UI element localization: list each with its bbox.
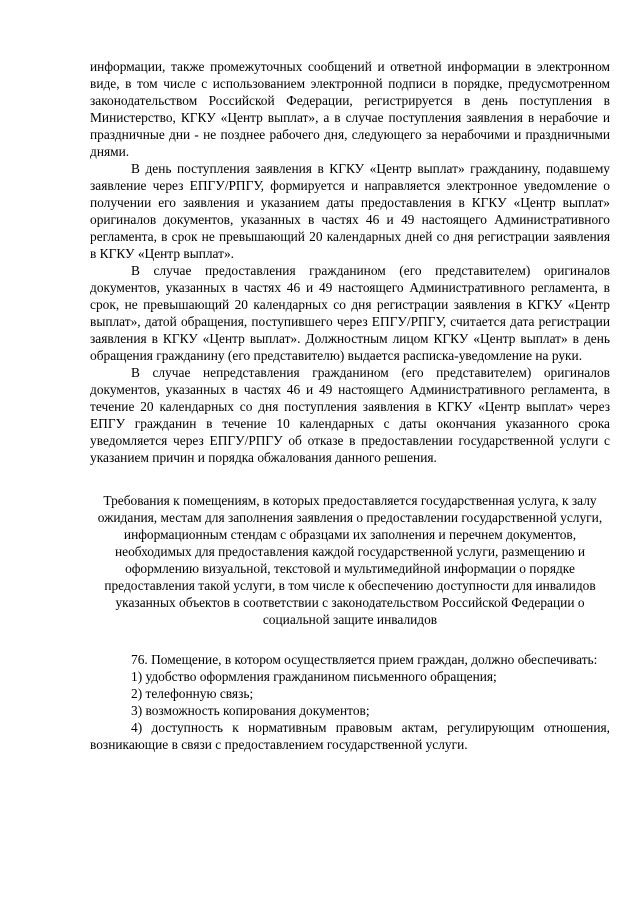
section-heading: Требования к помещениям, в которых предоставляется государственная услуга, к залу ожидания, местам для заполнения заявления о предоставлении государственной услуги, информационным стендам с образцами их заполнения и перечнем документов, необходимых для предоставления каждой государственной услуги, размещению и оформлению визуальной, текстовой и мультимедийной информации о порядке предоставления такой услуги, в том числе к обеспечению доступности для инвалидов указанных объектов в соответствии с законодательством Российской Федерации о социальной защите инвалидов xyxy=(97,493,603,627)
list-item-4: 4) доступность к нормативным правовым актам, регулирующим отношения, возникающие в связи с предоставлением государственной услуги. xyxy=(90,720,610,752)
paragraph-2: В день поступления заявления в КГКУ «Центр выплат» гражданину, подавшему заявление через ЕПГУ/РПГУ, формируется и направляется электронное уведомление о получении его заявления и указанием даты предоставления в КГКУ «Центр выплат» оригиналов документов, указанных в частях 46 и 49 настоящего Административного регламента, в срок не превышающий 20 календарных дней со дня регистрации заявления в КГКУ «Центр выплат». xyxy=(90,161,610,261)
paragraph-1: информации, также промежуточных сообщений и ответной информации в электронном виде, в том числе с использованием электронной подписи в порядке, предусмотренном законодательством Российской Федерации, регистрируется в день поступления в Министерство, КГКУ «Центр выплат», а в случае поступления заявления в нерабочие и праздничные дни - не позднее рабочего дня, следующего за нерабочими и праздничными днями. xyxy=(90,59,610,159)
paragraph-3: В случае предоставления гражданином (его представителем) оригиналов документов, указанных в частях 46 и 49 настоящего Административного регламента, в срок, не превышающий 20 календарных со дня регистрации заявления в КГКУ «Центр выплат», датой обращения, поступившего через ЕПГУ/РПГУ, считается дата регистрации заявления в КГКУ «Центр выплат». Должностным лицом КГКУ «Центр выплат» в день обращения гражданину (его представителю) выдается расписка-уведомление на руки. xyxy=(90,263,610,363)
list-item-1: 1) удобство оформления гражданином письменного обращения; xyxy=(131,669,497,684)
list-item-3: 3) возможность копирования документов; xyxy=(131,703,370,718)
paragraph-4: В случае непредставления гражданином (его представителем) оригиналов документов, указанных в частях 46 и 49 настоящего Административного регламента, в течение 20 календарных со дня поступления заявления в КГКУ «Центр выплат» через ЕПГУ гражданин в течение 10 календарных с даты окончания указанного срока уведомляется через ЕПГУ/РПГУ об отказе в предоставлении государственной услуги с указанием причин и порядка обжалования данного решения. xyxy=(90,365,610,465)
document-page xyxy=(90,58,610,753)
section-76-intro: 76. Помещение, в котором осуществляется прием граждан, должно обеспечивать: xyxy=(131,652,598,667)
list-item-2: 2) телефонную связь; xyxy=(131,686,254,701)
